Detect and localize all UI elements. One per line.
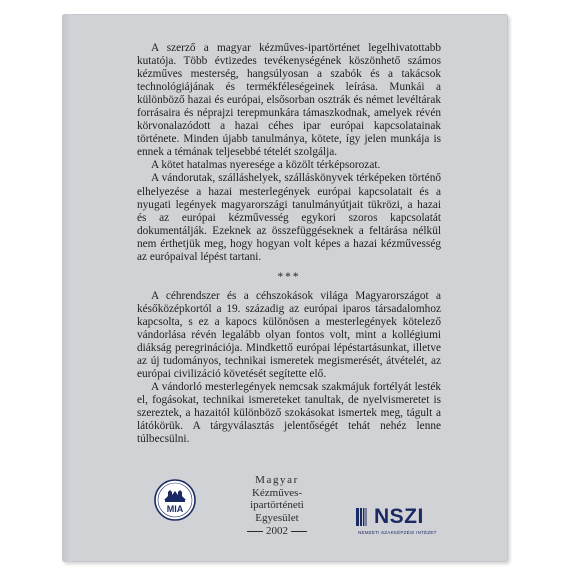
blurb-paragraph: A céhrendszer és a céhszokások világa Magyarországot a későközépkortól a 19. századig az európai iparos társadalomhoz kapcsolta, s ez a kapocs különösen a mesterlegények kötelező vándorlása révén legalább olyan fontos volt, mint a kollégiumi diákság peregrinációja. Mindkettő európai lépéstartásunkat, illetve az új tudományos, technikai ismeretek megismerését, átvételét, az európai civilizáció követését segítette elő.: [137, 289, 441, 381]
nszi-wordmark: NSZI: [374, 505, 424, 528]
blurb-paragraph: A vándorutak, szálláshelyek, szálláskönyvek térképeken történő elhelyezése a hazai mesterlegények európai kapcsolatait és a nyugati legények magyarországi tanulmányútjait tükrözi, a hazai és az európai kézművesség egykori szoros kapcsolatát dokumentálják. Ezeknek az összefüggéseknek a feltárása nélkül nem érthetjük meg, hogy hogyan volt képes a hazai kézművesség az európaival lépést tartani.: [137, 172, 441, 263]
publication-year-row: [236, 525, 318, 538]
publisher-line: Kézműves-: [251, 486, 303, 499]
publisher-credit: [236, 474, 318, 538]
blurb-paragraph: A vándorló mesterlegények nemcsak szakmájuk fortélyát lesték el, fogásokat, technikai ismereteket tanultak, de nyelvismeretet is szereztek, a hazaitól különböző szokásokat ismertek meg, tágult a látókörük. A tárgyválasztás jelentőségét tehát nehéz lenne túlbecsülni.: [137, 381, 441, 446]
nszi-logo: [356, 505, 446, 537]
publication-year: 2002: [266, 525, 288, 537]
publisher-line: Magyar: [255, 474, 299, 486]
year-rule-right: [291, 531, 307, 532]
section-separator: ***: [277, 270, 301, 283]
blurb-paragraph: A szerző a magyar kézműves-ipartörténet legelhivatottabb kutatója. Több évtizedes tevékenységének köszönhető számos kézműves mesterség, hangsúlyosan a szabók és a takácsok technológiájának és termékféleségeinek leírása. Munkái a különböző hazai és európai, elsősorban osztrák és német levéltárak forrásaira és néprajzi terepmunkára támaszkodnak, amelyek révén körvonalazódott a hazai céhes ipar európai kapcsolatainak története. Minden újabb tanulmánya, kötete, így jelen munkája is ennek a témának teljesebbé tételét szolgálja.: [137, 42, 441, 159]
year-rule-left: [247, 531, 263, 532]
publisher-line: Egyesület: [255, 511, 299, 524]
publisher-line: ipartörténeti: [250, 499, 304, 511]
blurb-paragraph: A kötet hatalmas nyeresége a közölt térképsorozat.: [151, 159, 381, 172]
mia-logo-text: MIA: [166, 504, 184, 514]
nszi-subtitle: NEMZETI SZAKKÉPZÉSI INTÉZET: [358, 530, 437, 535]
blurb-text: [137, 42, 441, 446]
nszi-mark-icon: [356, 506, 374, 528]
mia-emblem-icon: [154, 479, 196, 521]
book-spine-edge: [62, 14, 72, 562]
